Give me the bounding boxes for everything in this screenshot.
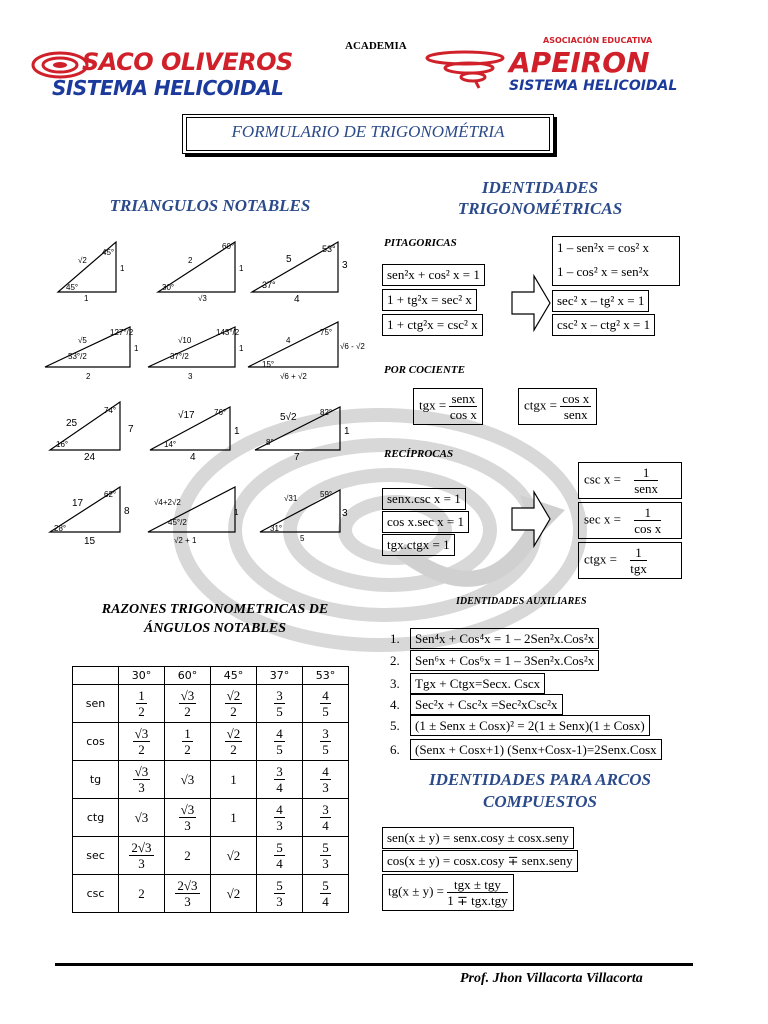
- row-label: sen: [73, 685, 119, 723]
- aux-formula: Sen⁴x + Cos⁴x = 1 – 2Sen²x.Cos²x: [410, 628, 599, 649]
- tri2-opp: 1: [239, 264, 244, 273]
- table-row: [73, 761, 349, 799]
- tri6-opp: √6 - √2: [340, 342, 365, 351]
- tri1-adj: 1: [84, 294, 89, 303]
- fraction-num: 3: [322, 802, 329, 817]
- razones-table: [72, 666, 349, 913]
- fraction: [175, 878, 199, 909]
- table-cell: [165, 875, 211, 913]
- page-title: FORMULARIO DE TRIGONOMÉTRIA: [231, 122, 505, 141]
- tri8-adj: 4: [190, 452, 196, 463]
- table-cell: [165, 761, 211, 799]
- auxiliar-5: [390, 715, 650, 736]
- fraction-num: √3: [134, 764, 149, 779]
- fraction-num: cos x: [562, 391, 590, 406]
- left-logo-line1: SACO OLIVEROS: [82, 48, 293, 76]
- academia-label: ACADEMIA: [345, 40, 407, 52]
- table-cell: [257, 761, 303, 799]
- table-row: [73, 799, 349, 837]
- reciproca-derived-2-lhs: sec x =: [584, 511, 621, 527]
- fraction-den: 5: [322, 704, 329, 719]
- fraction-den: tgx: [630, 561, 647, 576]
- identidades-heading-1: IDENTIDADES: [481, 178, 599, 197]
- tri2-a2: 60°: [222, 242, 235, 251]
- fraction-num: 4: [322, 688, 329, 703]
- tornado-icon: [425, 50, 505, 90]
- row-label: cos: [73, 723, 119, 761]
- triangles-grid: [40, 232, 370, 552]
- table-cell: [303, 761, 349, 799]
- right-logo-line2: SISTEMA HELICOIDAL: [509, 78, 678, 94]
- fraction-num: 2√3: [131, 840, 152, 855]
- fraction-num: 5: [276, 840, 283, 855]
- razones-heading-1: RAZONES TRIGONOMETRICAS DE: [101, 602, 329, 617]
- pitagorica-derived-1: 1 – sen²x = cos² x: [557, 240, 650, 255]
- fraction-den: cos x: [634, 521, 662, 536]
- tri3-hyp: 5: [286, 254, 292, 265]
- fraction-num: 4: [276, 802, 283, 817]
- tri7-opp: 7: [128, 424, 134, 435]
- tri10-hyp: 17: [72, 498, 84, 509]
- reciproca-derived-1-frac: [634, 465, 658, 496]
- table-cell: [211, 875, 257, 913]
- aux-formula: (1 ± Senx ± Cosx)² = 2(1 ± Senx)(1 ± Cosx): [410, 715, 650, 736]
- fraction: [274, 688, 285, 719]
- table-row: [73, 723, 349, 761]
- fraction: [320, 764, 331, 795]
- tri6-a1: 15°: [262, 360, 275, 369]
- pitagorica-derived-3: sec² x – tg² x = 1: [552, 290, 649, 312]
- table-cell: [257, 685, 303, 723]
- table-cell: [119, 799, 165, 837]
- aux-formula: Tgx + Ctgx=Secx. Cscx: [410, 673, 545, 694]
- reciproca-derived-1-lhs: csc x =: [584, 471, 621, 487]
- fraction-den: senx: [563, 407, 588, 422]
- tri11-opp: 1: [234, 508, 239, 517]
- table-cell: [303, 723, 349, 761]
- fraction-den: 3: [184, 818, 191, 833]
- fraction-num: 1: [184, 726, 191, 741]
- fraction-den: cos x: [449, 407, 477, 422]
- table-cell: [257, 875, 303, 913]
- compuesto-cos: cos(x ± y) = cosx.cosy ∓ senx.seny: [382, 850, 578, 872]
- arrow-right-icon: [510, 490, 552, 548]
- fraction: [274, 802, 285, 833]
- reciproca-derived-2: [578, 502, 682, 539]
- tri4-opp: 1: [134, 344, 139, 353]
- fraction-den: 4: [276, 780, 283, 795]
- left-logo: [30, 50, 330, 105]
- table-cell: [211, 723, 257, 761]
- auxiliar-6: [390, 739, 662, 760]
- fraction-num: √3: [180, 688, 195, 703]
- fraction: [274, 878, 285, 909]
- tri5-a2: 143°/2: [216, 328, 240, 337]
- tri1-a1: 45°: [66, 283, 79, 292]
- aux-number: 6.: [390, 742, 400, 757]
- fraction-den: 2: [184, 704, 191, 719]
- col-header-60: 60°: [165, 667, 211, 685]
- fraction: [320, 840, 331, 871]
- fraction-num: √3: [134, 726, 149, 741]
- fraction-num: 4: [322, 764, 329, 779]
- fraction-num: senx: [451, 391, 476, 406]
- aux-number: 2.: [390, 653, 400, 668]
- compuestos-heading-2: COMPUESTOS: [483, 792, 597, 811]
- cell-value: √2: [226, 885, 241, 901]
- tri4-a1: 53°/2: [68, 352, 87, 361]
- fraction-den: 3: [138, 856, 145, 871]
- fraction-num: 5: [322, 840, 329, 855]
- tri3-a1: 37°: [262, 280, 276, 290]
- table-cell: [165, 799, 211, 837]
- tri4-hyp: √5: [78, 336, 87, 345]
- fraction-den: 2: [230, 742, 237, 757]
- fraction: [320, 878, 331, 909]
- tri9-a2: 82°: [320, 408, 333, 417]
- fraction-num: √3: [180, 802, 195, 817]
- tri3-a2: 53°: [322, 244, 336, 254]
- tri7-adj: 24: [84, 452, 96, 463]
- fraction-den: 3: [322, 780, 329, 795]
- table-cell: [119, 761, 165, 799]
- fraction: [133, 726, 151, 757]
- tri6-adj: √6 + √2: [280, 372, 307, 381]
- tri12-hyp: √31: [284, 494, 298, 503]
- fraction: [320, 726, 331, 757]
- tri9-adj: 7: [294, 452, 300, 463]
- fraction: [225, 726, 243, 757]
- compuestos-heading-1: IDENTIDADES PARA ARCOS: [428, 770, 651, 789]
- tri10-a2: 62°: [104, 490, 117, 499]
- cociente-tg-lhs: tgx =: [419, 397, 447, 413]
- tri5-hyp: √10: [178, 336, 192, 345]
- aux-number: 4.: [390, 697, 400, 712]
- tri8-a1: 14°: [164, 440, 177, 449]
- col-header-37: 37°: [257, 667, 303, 685]
- fraction-den: 1 ∓ tgx.tgy: [447, 893, 508, 908]
- fraction-den: 2: [138, 742, 145, 757]
- cociente-tg-frac: [449, 391, 477, 422]
- fraction: [179, 688, 197, 719]
- cociente-ctg: [518, 388, 597, 425]
- tri8-opp: 1: [234, 426, 240, 437]
- tri5-adj: 3: [188, 372, 193, 381]
- fraction-num: 4: [276, 726, 283, 741]
- tri2-a1: 30°: [162, 283, 175, 292]
- auxiliar-1: [390, 628, 599, 649]
- table-cell: [119, 837, 165, 875]
- aux-formula: Sec²x + Csc²x =Sec²xCsc²x: [410, 694, 563, 715]
- tri12-a1: 31°: [270, 524, 283, 533]
- fraction-den: 5: [322, 742, 329, 757]
- fraction: [182, 726, 193, 757]
- tri5-opp: 1: [239, 344, 244, 353]
- left-logo-line2: SISTEMA HELICOIDAL: [52, 76, 284, 100]
- table-cell: [303, 875, 349, 913]
- cell-value: √2: [226, 847, 241, 863]
- cociente-ctg-frac: [560, 391, 591, 422]
- tri9-hyp: 5√2: [280, 412, 297, 423]
- fraction-num: 1: [634, 505, 661, 521]
- tri3-opp: 3: [342, 260, 348, 271]
- tri10-opp: 8: [124, 506, 130, 517]
- fraction-den: 3: [276, 818, 283, 833]
- aux-number: 1.: [390, 631, 400, 646]
- table-cell: [211, 761, 257, 799]
- fraction: [320, 688, 331, 719]
- pitagorica-derived-4: csc² x – ctg² x = 1: [552, 314, 655, 336]
- tri12-adj: 5: [300, 534, 305, 543]
- tri7-a1: 16°: [56, 440, 69, 449]
- fraction: [320, 802, 331, 833]
- fraction-den: 3: [138, 780, 145, 795]
- table-cell: [165, 723, 211, 761]
- table-row: [73, 685, 349, 723]
- fraction: [129, 840, 153, 871]
- row-label: sec: [73, 837, 119, 875]
- col-header-53: 53°: [303, 667, 349, 685]
- cell-value: 1: [230, 771, 237, 787]
- tri8-hyp: √17: [178, 410, 195, 421]
- fraction-num: 3: [322, 726, 329, 741]
- reciproca-derived-3-frac: [630, 545, 647, 576]
- tri12-a2: 59°: [320, 490, 333, 499]
- cociente-ctg-lhs: ctgx =: [524, 397, 557, 413]
- table-cell: [303, 799, 349, 837]
- fraction-num: 3: [276, 688, 283, 703]
- tri9-a1: 8°: [266, 438, 274, 447]
- fraction-num: 5: [322, 878, 329, 893]
- reciproca-2: cos x.sec x = 1: [382, 511, 469, 533]
- compuesto-sen: sen(x ± y) = senx.cosy ± cosx.seny: [382, 827, 574, 849]
- fraction-num: 1: [138, 688, 145, 703]
- tri2-hyp: 2: [188, 256, 193, 265]
- col-header-45: 45°: [211, 667, 257, 685]
- fraction-num: tgx ± tgy: [447, 877, 507, 893]
- table-row: [73, 875, 349, 913]
- tri1-opp: 1: [120, 264, 125, 273]
- col-header-blank: [73, 667, 119, 685]
- footer-rule: [55, 963, 693, 966]
- footer-author: Prof. Jhon Villacorta Villacorta: [460, 971, 643, 986]
- fraction-den: 5: [276, 704, 283, 719]
- fraction-den: 4: [276, 856, 283, 871]
- col-header-30: 30°: [119, 667, 165, 685]
- tri6-hyp: 4: [286, 336, 291, 345]
- tri8-a2: 76°: [214, 408, 227, 417]
- tri11-a1: 45°/2: [168, 518, 187, 527]
- fraction-num: √2: [226, 726, 241, 741]
- reciproca-derived-2-frac: [634, 505, 661, 536]
- cell-value: 1: [230, 809, 237, 825]
- fraction-num: 5: [276, 878, 283, 893]
- reciproca-derived-3: [578, 542, 682, 579]
- pitagorica-1: sen²x + cos² x = 1: [382, 264, 485, 286]
- right-logo: [425, 36, 725, 96]
- fraction-den: 2: [138, 704, 145, 719]
- cell-value: 2: [138, 885, 145, 901]
- fraction-den: 3: [322, 856, 329, 871]
- tri7-a2: 74°: [104, 406, 117, 415]
- tri1-hyp: √2: [78, 256, 87, 265]
- tri4-adj: 2: [86, 372, 91, 381]
- fraction-den: 5: [276, 742, 283, 757]
- auxiliar-2: [390, 650, 599, 671]
- tri4-a2: 127°/2: [110, 328, 134, 337]
- fraction-den: 2: [184, 742, 191, 757]
- tri3-adj: 4: [294, 294, 300, 305]
- fraction: [274, 764, 285, 795]
- tri7-hyp: 25: [66, 418, 78, 429]
- fraction: [274, 840, 285, 871]
- row-label: tg: [73, 761, 119, 799]
- fraction-den: 4: [322, 818, 329, 833]
- row-label: csc: [73, 875, 119, 913]
- triangulos-heading: TRIANGULOS NOTABLES: [109, 196, 311, 215]
- arrow-right-icon: [510, 272, 552, 334]
- fraction-num: 1: [634, 465, 658, 481]
- pitagorica-2: 1 + tg²x = sec² x: [382, 289, 477, 311]
- cociente-tg: [413, 388, 483, 425]
- auxiliar-4: [390, 694, 563, 715]
- compuesto-tg-lhs: tg(x ± y) =: [388, 883, 444, 899]
- identidades-heading-2: TRIGONOMÉTRICAS: [457, 199, 623, 218]
- fraction-num: 2√3: [177, 878, 198, 893]
- auxiliares-label: IDENTIDADES AUXILIARES: [456, 596, 587, 607]
- reciproca-derived-1: [578, 462, 682, 499]
- table-cell: [303, 837, 349, 875]
- table-cell: [257, 837, 303, 875]
- tri10-a1: 28°: [54, 524, 67, 533]
- reciproca-derived-3-lhs: ctgx =: [584, 551, 617, 567]
- tri11-hyp: √4+2√2: [154, 498, 181, 507]
- reciproca-1: senx.csc x = 1: [382, 488, 466, 510]
- aux-formula: Sen⁶x + Cos⁶x = 1 – 3Sen²x.Cos²x: [410, 650, 599, 671]
- fraction-den: 4: [322, 894, 329, 909]
- pitagorica-derived-2: 1 – cos² x = sen²x: [557, 264, 650, 279]
- compuesto-tg-frac: [447, 877, 507, 908]
- cell-value: 2: [184, 847, 191, 863]
- right-logo-line1: APEIRON: [509, 46, 650, 79]
- aux-formula: (Senx + Cosx+1) (Senx+Cosx-1)=2Senx.Cosx: [410, 739, 662, 760]
- row-label: ctg: [73, 799, 119, 837]
- razones-heading-2: ÁNGULOS NOTABLES: [144, 621, 286, 636]
- table-cell: [119, 685, 165, 723]
- fraction: [274, 726, 285, 757]
- pitagorica-3: 1 + ctg²x = csc² x: [382, 314, 483, 336]
- auxiliar-3: [390, 673, 545, 694]
- fraction: [179, 802, 197, 833]
- aux-number: 5.: [390, 718, 400, 733]
- cociente-label: POR COCIENTE: [384, 364, 465, 376]
- fraction: [136, 688, 147, 719]
- fraction-den: senx: [634, 481, 659, 496]
- cell-value: √3: [180, 771, 195, 787]
- tri10-adj: 15: [84, 536, 96, 547]
- fraction: [133, 764, 151, 795]
- table-cell: [257, 799, 303, 837]
- fraction-den: 3: [276, 894, 283, 909]
- fraction-num: 1: [630, 545, 647, 561]
- tri5-a1: 37°/2: [170, 352, 189, 361]
- tri9-opp: 1: [344, 426, 350, 437]
- tri2-adj: √3: [198, 294, 207, 303]
- fraction-num: √2: [226, 688, 241, 703]
- reciproca-3: tgx.ctgx = 1: [382, 534, 455, 556]
- fraction-den: 3: [184, 894, 191, 909]
- tri1-a2: 45°: [102, 248, 115, 257]
- table-row: [73, 837, 349, 875]
- reciprocas-label: RECÍPROCAS: [384, 448, 454, 460]
- table-cell: [211, 799, 257, 837]
- table-cell: [119, 723, 165, 761]
- table-cell: [211, 685, 257, 723]
- table-cell: [211, 837, 257, 875]
- fraction: [225, 688, 243, 719]
- compuesto-tg: [382, 874, 514, 911]
- fraction-den: 2: [230, 704, 237, 719]
- tri12-opp: 3: [342, 508, 348, 519]
- tri11-adj: √2 + 1: [174, 536, 197, 545]
- triangles-drawing: [40, 232, 370, 552]
- right-logo-small: ASOCIACIÓN EDUCATIVA: [543, 36, 653, 45]
- tri6-a2: 75°: [320, 328, 333, 337]
- pitagoricas-label: PITAGORICAS: [384, 237, 457, 249]
- table-cell: [257, 723, 303, 761]
- table-cell: [119, 875, 165, 913]
- table-cell: [303, 685, 349, 723]
- fraction-num: 3: [276, 764, 283, 779]
- table-cell: [165, 837, 211, 875]
- aux-number: 3.: [390, 676, 400, 691]
- cell-value: √3: [134, 809, 149, 825]
- table-cell: [165, 685, 211, 723]
